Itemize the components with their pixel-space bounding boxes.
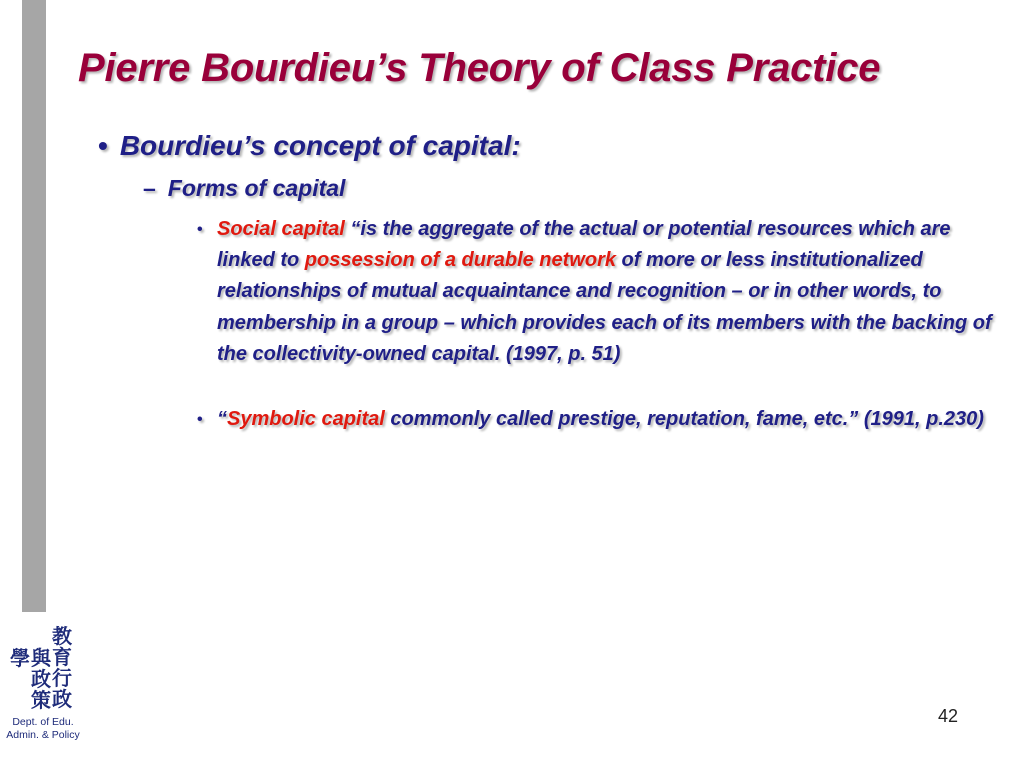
logo-caption-line2: Admin. & Policy — [6, 729, 80, 741]
open-quote: “ — [217, 408, 227, 430]
logo-caption — [6, 716, 80, 742]
department-logo — [6, 626, 80, 752]
sub-bullet-text: Forms of capital — [167, 175, 346, 201]
social-capital-term: Social capital — [217, 218, 345, 240]
dash-icon: – — [143, 175, 156, 201]
item-social-capital — [197, 214, 1002, 370]
logo-chars-left: 學 — [10, 646, 30, 670]
bullet-concept-of-capital — [98, 130, 521, 162]
bullet-icon: • — [98, 130, 108, 161]
logo-chars-mid: 與政策 — [31, 646, 51, 712]
bullet-icon: • — [197, 411, 203, 428]
social-capital-text-b: of more or less institutionalized relationships of mutual acquaintance and recognition – or in other words, to membership in a group – which provides each of its members with the backing of the collectivity-owned capital. (1997, p. 51) — [217, 249, 992, 365]
social-capital-highlight: possession of a durable network — [304, 249, 616, 272]
symbolic-capital-term: Symbolic capital — [227, 408, 385, 430]
logo-caption-line1: Dept. of Edu. — [12, 716, 74, 728]
slide-number: 42 — [938, 706, 959, 726]
logo-chars-right: 教育行政 — [52, 624, 72, 711]
bullet-icon: • — [197, 221, 203, 238]
item-symbolic-capital — [197, 404, 1002, 435]
sub-bullet-forms-of-capital — [143, 175, 345, 202]
symbolic-capital-text: commonly called prestige, reputation, fame, etc.” (1991, p.230) — [384, 408, 984, 430]
bullet-text: Bourdieu’s concept of capital: — [119, 130, 521, 161]
side-bar — [22, 0, 46, 612]
social-capital-text-a: “is the aggregate of the actual or potential resources which are linked to — [217, 218, 951, 272]
slide-title: Pierre Bourdieu’s Theory of Class Practice — [78, 46, 881, 90]
